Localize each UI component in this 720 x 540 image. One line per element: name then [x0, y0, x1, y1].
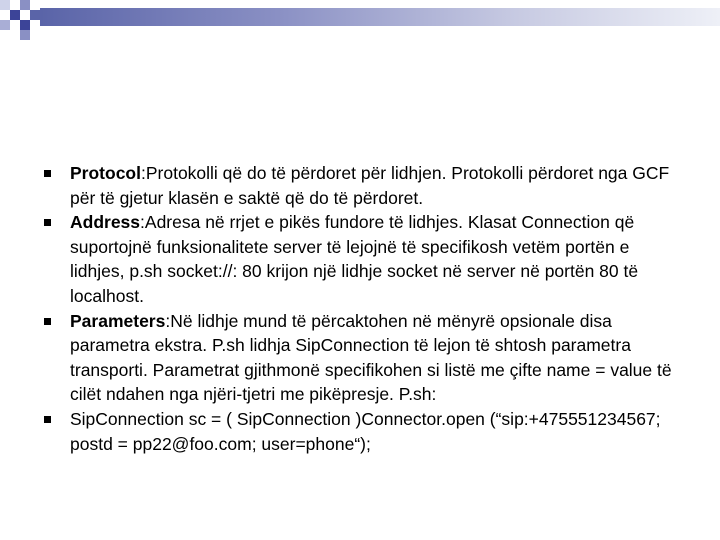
slide-header-decoration: [0, 0, 720, 48]
bullet-item-protocol: [44, 161, 684, 210]
bullet-term: Parameters: [70, 310, 166, 331]
bullet-text: SipConnection sc = ( SipConnection )Connector.open (“sip:+475551234567; postd = pp22@foo.com; user=phone“);: [70, 408, 661, 454]
square-bullet-icon: [44, 318, 51, 325]
decorative-square: [0, 20, 10, 30]
square-bullet-icon: [44, 416, 51, 423]
decorative-square: [20, 30, 30, 40]
decorative-square: [10, 20, 20, 30]
slide-body: [44, 161, 684, 456]
bullet-text: :Protokolli që do të përdoret për lidhjen. Protokolli përdoret nga GCF për të gjetur klasën e saktë që do të përdoret.: [70, 163, 670, 208]
bullet-text: :Adresa në rrjet e pikës fundore të lidhjes. Klasat Connection që suportojnë funksionalitete server të lejojnë të specifikosh vetëm portën e lidhjes, p.sh socket://: 80 krijon një lidhje socket në server në portën 80 të localhost.: [70, 212, 639, 306]
gradient-banner: [40, 8, 720, 26]
decorative-square: [0, 0, 10, 10]
bullet-item-address: [44, 210, 684, 308]
decorative-square: [30, 10, 40, 20]
decorative-square: [10, 10, 20, 20]
decorative-square: [30, 0, 40, 10]
decorative-square: [20, 0, 30, 10]
bullet-list: [44, 161, 684, 456]
bullet-text: :Në lidhje mund të përcaktohen në mënyrë opsionale disa parametra ekstra. P.sh lidhja SipConnection të lejon të shtosh parametra transporti. Parametrat gjithmonë specifikohen si listë me çifte name = value të cilët ndahen nga njëri-tjetri me pikëpresje. P.sh:: [70, 310, 672, 405]
decorative-square: [20, 10, 30, 20]
bullet-term: Protocol: [70, 163, 141, 183]
bullet-item-parameters: [44, 309, 684, 407]
decorative-square: [20, 20, 30, 30]
decorative-square: [0, 10, 10, 20]
bullet-item-example-code: [44, 407, 684, 456]
square-bullet-icon: [44, 219, 51, 226]
bullet-term: Address: [70, 212, 141, 233]
square-bullet-icon: [44, 170, 51, 177]
decorative-square: [10, 0, 20, 10]
